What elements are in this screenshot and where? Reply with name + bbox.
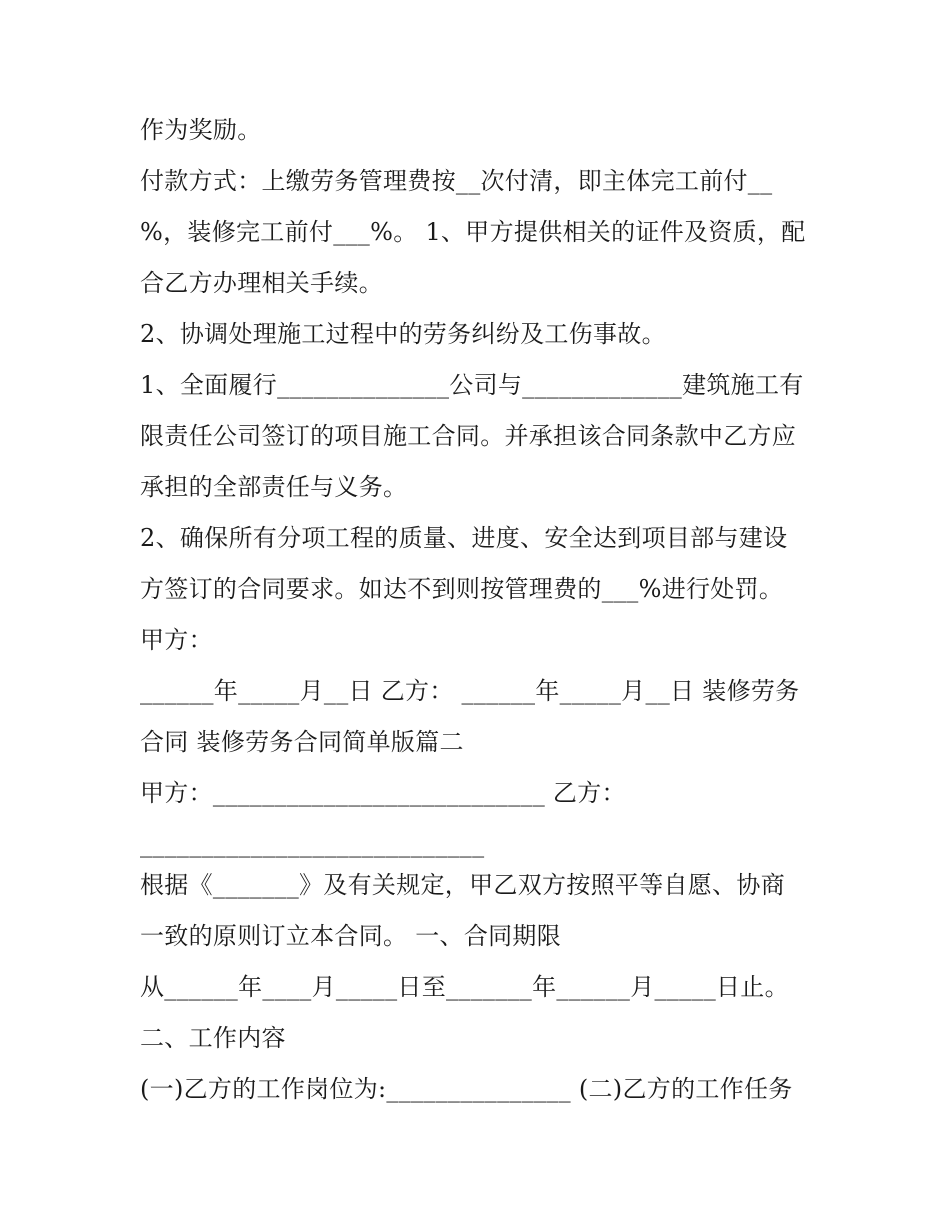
- text-line: 方签订的合同要求。如达不到则按管理费的___%进行处罚。: [140, 575, 784, 603]
- text-line: 根据《_______》及有关规定，甲乙双方按照平等自愿、协商: [140, 871, 785, 899]
- text-line: 1、全面履行______________公司与_____________建筑施工有: [140, 371, 804, 399]
- text-line: ____________________________: [140, 830, 485, 858]
- text-line: %，装修完工前付___%。 1、甲方提供相关的证件及资质，配: [140, 218, 806, 246]
- text-line: (一)乙方的工作岗位为:_______________ (二)乙方的工作任务: [140, 1075, 793, 1103]
- text-line: ______年_____月__日 乙方： ______年_____月__日 装修劳务: [140, 677, 800, 705]
- text-line: 合同 装修劳务合同简单版篇二: [140, 728, 464, 756]
- text-line: 承担的全部责任与义务。: [140, 473, 408, 501]
- text-line: 2、确保所有分项工程的质量、进度、安全达到项目部与建设: [140, 524, 788, 552]
- text-line: 2、协调处理施工过程中的劳务纠纷及工伤事故。: [140, 320, 666, 348]
- text-line: 从______年____月_____日至_______年______月_____日止。: [140, 973, 789, 1001]
- text-line: 作为奖励。: [140, 116, 262, 144]
- text-line: 甲方：: [140, 626, 213, 654]
- text-line: 甲方：___________________________ 乙方：: [140, 779, 626, 807]
- text-line: 付款方式：上缴劳务管理费按__次付清，即主体完工前付__: [140, 167, 773, 195]
- text-line: 限责任公司签订的项目施工合同。并承担该合同条款中乙方应: [140, 422, 797, 450]
- text-line: 合乙方办理相关手续。: [140, 269, 383, 297]
- text-line: 二、工作内容: [140, 1024, 286, 1052]
- text-line: 一致的原则订立本合同。 一、合同期限: [140, 922, 562, 950]
